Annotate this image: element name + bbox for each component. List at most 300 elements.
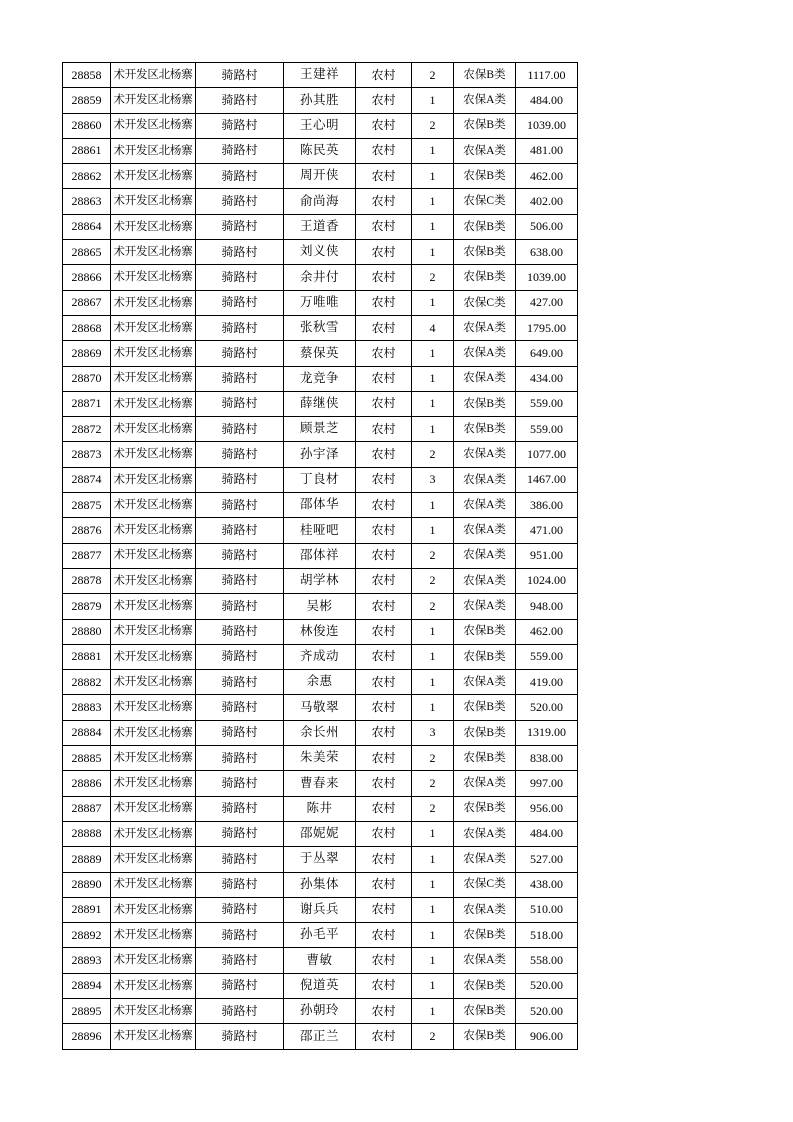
row-member-count: 1 (412, 88, 454, 113)
row-household-type: 农村 (356, 164, 412, 189)
row-category: 农保C类 (454, 872, 516, 897)
row-village: 骑路村 (196, 341, 284, 366)
row-region: 术开发区北杨寨 (111, 214, 196, 239)
row-region: 术开发区北杨寨 (111, 695, 196, 720)
row-household-type: 农村 (356, 796, 412, 821)
row-amount: 1077.00 (516, 442, 578, 467)
table-body (63, 63, 578, 1050)
row-region: 术开发区北杨寨 (111, 417, 196, 442)
row-household-type: 农村 (356, 695, 412, 720)
table-row (63, 796, 578, 821)
row-member-count: 2 (412, 746, 454, 771)
row-name: 孙毛平 (284, 923, 356, 948)
row-village: 骑路村 (196, 265, 284, 290)
table-row (63, 189, 578, 214)
row-name: 龙竞争 (284, 366, 356, 391)
row-amount: 1795.00 (516, 315, 578, 340)
row-name: 张秋雪 (284, 315, 356, 340)
table-row (63, 240, 578, 265)
row-member-count: 1 (412, 417, 454, 442)
row-village: 骑路村 (196, 189, 284, 214)
row-village: 骑路村 (196, 796, 284, 821)
row-id: 28875 (63, 493, 111, 518)
row-name: 邵妮妮 (284, 821, 356, 846)
row-region: 术开发区北杨寨 (111, 619, 196, 644)
table-row (63, 973, 578, 998)
table-row (63, 442, 578, 467)
row-member-count: 1 (412, 214, 454, 239)
row-household-type: 农村 (356, 973, 412, 998)
row-category: 农保A类 (454, 771, 516, 796)
row-household-type: 农村 (356, 240, 412, 265)
row-id: 28868 (63, 315, 111, 340)
row-village: 骑路村 (196, 1024, 284, 1049)
row-region: 术开发区北杨寨 (111, 923, 196, 948)
row-name: 孙集体 (284, 872, 356, 897)
row-name: 余井付 (284, 265, 356, 290)
row-member-count: 1 (412, 948, 454, 973)
row-region: 术开发区北杨寨 (111, 366, 196, 391)
table-row (63, 493, 578, 518)
row-amount: 951.00 (516, 543, 578, 568)
row-member-count: 2 (412, 442, 454, 467)
row-name: 王建祥 (284, 63, 356, 88)
row-name: 于丛翠 (284, 847, 356, 872)
table-row (63, 341, 578, 366)
row-household-type: 农村 (356, 746, 412, 771)
row-region: 术开发区北杨寨 (111, 1024, 196, 1049)
row-amount: 638.00 (516, 240, 578, 265)
row-member-count: 2 (412, 1024, 454, 1049)
table-row (63, 771, 578, 796)
row-id: 28870 (63, 366, 111, 391)
table-row (63, 290, 578, 315)
row-name: 谢兵兵 (284, 897, 356, 922)
row-id: 28872 (63, 417, 111, 442)
row-category: 农保A类 (454, 847, 516, 872)
row-household-type: 农村 (356, 138, 412, 163)
row-member-count: 1 (412, 138, 454, 163)
row-region: 术开发区北杨寨 (111, 138, 196, 163)
row-category: 农保B类 (454, 998, 516, 1023)
row-village: 骑路村 (196, 746, 284, 771)
row-name: 王心明 (284, 113, 356, 138)
row-member-count: 1 (412, 821, 454, 846)
row-household-type: 农村 (356, 670, 412, 695)
row-amount: 956.00 (516, 796, 578, 821)
row-amount: 520.00 (516, 695, 578, 720)
row-member-count: 1 (412, 164, 454, 189)
row-member-count: 3 (412, 720, 454, 745)
row-amount: 838.00 (516, 746, 578, 771)
row-region: 术开发区北杨寨 (111, 113, 196, 138)
row-category: 农保B类 (454, 644, 516, 669)
row-region: 术开发区北杨寨 (111, 543, 196, 568)
row-household-type: 农村 (356, 872, 412, 897)
row-name: 曹敏 (284, 948, 356, 973)
row-name: 刘义侠 (284, 240, 356, 265)
row-household-type: 农村 (356, 290, 412, 315)
table-row (63, 138, 578, 163)
row-village: 骑路村 (196, 467, 284, 492)
row-member-count: 2 (412, 568, 454, 593)
row-amount: 649.00 (516, 341, 578, 366)
row-id: 28873 (63, 442, 111, 467)
row-household-type: 农村 (356, 998, 412, 1023)
row-village: 骑路村 (196, 63, 284, 88)
table-row (63, 391, 578, 416)
table-row (63, 1024, 578, 1049)
row-household-type: 农村 (356, 341, 412, 366)
row-member-count: 1 (412, 897, 454, 922)
row-village: 骑路村 (196, 973, 284, 998)
row-name: 陈井 (284, 796, 356, 821)
row-household-type: 农村 (356, 568, 412, 593)
row-village: 骑路村 (196, 417, 284, 442)
row-amount: 402.00 (516, 189, 578, 214)
row-household-type: 农村 (356, 417, 412, 442)
row-amount: 1319.00 (516, 720, 578, 745)
row-category: 农保B类 (454, 391, 516, 416)
row-id: 28893 (63, 948, 111, 973)
row-region: 术开发区北杨寨 (111, 88, 196, 113)
row-id: 28859 (63, 88, 111, 113)
row-amount: 510.00 (516, 897, 578, 922)
row-household-type: 农村 (356, 923, 412, 948)
row-id: 28882 (63, 670, 111, 695)
row-category: 农保C类 (454, 290, 516, 315)
row-id: 28865 (63, 240, 111, 265)
row-region: 术开发区北杨寨 (111, 341, 196, 366)
row-household-type: 农村 (356, 771, 412, 796)
row-name: 丁良材 (284, 467, 356, 492)
row-name: 曹春来 (284, 771, 356, 796)
row-village: 骑路村 (196, 290, 284, 315)
row-amount: 462.00 (516, 164, 578, 189)
row-region: 术开发区北杨寨 (111, 265, 196, 290)
row-id: 28879 (63, 594, 111, 619)
row-region: 术开发区北杨寨 (111, 467, 196, 492)
row-region: 术开发区北杨寨 (111, 670, 196, 695)
row-amount: 471.00 (516, 518, 578, 543)
row-village: 骑路村 (196, 138, 284, 163)
row-name: 俞尚海 (284, 189, 356, 214)
row-id: 28863 (63, 189, 111, 214)
row-name: 余长州 (284, 720, 356, 745)
row-category: 农保C类 (454, 189, 516, 214)
row-household-type: 农村 (356, 391, 412, 416)
table-row (63, 695, 578, 720)
row-household-type: 农村 (356, 493, 412, 518)
row-region: 术开发区北杨寨 (111, 998, 196, 1023)
row-amount: 520.00 (516, 973, 578, 998)
row-household-type: 农村 (356, 821, 412, 846)
row-member-count: 1 (412, 391, 454, 416)
table-row (63, 720, 578, 745)
row-id: 28860 (63, 113, 111, 138)
table-row (63, 113, 578, 138)
row-region: 术开发区北杨寨 (111, 720, 196, 745)
row-household-type: 农村 (356, 442, 412, 467)
row-category: 农保A类 (454, 518, 516, 543)
row-name: 蔡保英 (284, 341, 356, 366)
row-amount: 559.00 (516, 644, 578, 669)
row-category: 农保B类 (454, 796, 516, 821)
row-village: 骑路村 (196, 847, 284, 872)
row-member-count: 2 (412, 113, 454, 138)
row-household-type: 农村 (356, 366, 412, 391)
row-category: 农保A类 (454, 341, 516, 366)
row-amount: 997.00 (516, 771, 578, 796)
row-member-count: 1 (412, 619, 454, 644)
row-village: 骑路村 (196, 493, 284, 518)
row-region: 术开发区北杨寨 (111, 796, 196, 821)
row-household-type: 农村 (356, 1024, 412, 1049)
row-household-type: 农村 (356, 847, 412, 872)
row-amount: 481.00 (516, 138, 578, 163)
row-village: 骑路村 (196, 644, 284, 669)
row-name: 周开侠 (284, 164, 356, 189)
row-id: 28877 (63, 543, 111, 568)
row-region: 术开发区北杨寨 (111, 847, 196, 872)
row-member-count: 1 (412, 923, 454, 948)
row-household-type: 农村 (356, 88, 412, 113)
row-region: 术开发区北杨寨 (111, 290, 196, 315)
row-household-type: 农村 (356, 897, 412, 922)
row-member-count: 1 (412, 695, 454, 720)
row-category: 农保B类 (454, 923, 516, 948)
row-name: 邵体华 (284, 493, 356, 518)
row-amount: 518.00 (516, 923, 578, 948)
row-member-count: 4 (412, 315, 454, 340)
row-category: 农保A类 (454, 138, 516, 163)
row-category: 农保B类 (454, 695, 516, 720)
row-member-count: 2 (412, 543, 454, 568)
row-village: 骑路村 (196, 619, 284, 644)
row-amount: 484.00 (516, 88, 578, 113)
row-village: 骑路村 (196, 568, 284, 593)
table-row (63, 164, 578, 189)
row-village: 骑路村 (196, 391, 284, 416)
row-category: 农保B类 (454, 113, 516, 138)
table-row (63, 366, 578, 391)
row-category: 农保A类 (454, 493, 516, 518)
row-region: 术开发区北杨寨 (111, 594, 196, 619)
row-name: 邵体祥 (284, 543, 356, 568)
row-category: 农保A类 (454, 315, 516, 340)
row-member-count: 1 (412, 518, 454, 543)
row-amount: 559.00 (516, 417, 578, 442)
row-category: 农保B类 (454, 619, 516, 644)
row-name: 邵正兰 (284, 1024, 356, 1049)
row-region: 术开发区北杨寨 (111, 240, 196, 265)
row-name: 孙宇泽 (284, 442, 356, 467)
table-row (63, 214, 578, 239)
row-id: 28895 (63, 998, 111, 1023)
table-row (63, 417, 578, 442)
row-id: 28862 (63, 164, 111, 189)
row-category: 农保A类 (454, 670, 516, 695)
row-village: 骑路村 (196, 594, 284, 619)
row-amount: 462.00 (516, 619, 578, 644)
row-id: 28890 (63, 872, 111, 897)
row-region: 术开发区北杨寨 (111, 746, 196, 771)
row-category: 农保A类 (454, 594, 516, 619)
row-household-type: 农村 (356, 214, 412, 239)
row-category: 农保A类 (454, 467, 516, 492)
row-amount: 527.00 (516, 847, 578, 872)
row-village: 骑路村 (196, 998, 284, 1023)
row-name: 万唯唯 (284, 290, 356, 315)
table-row (63, 948, 578, 973)
row-member-count: 2 (412, 63, 454, 88)
row-member-count: 1 (412, 872, 454, 897)
row-region: 术开发区北杨寨 (111, 518, 196, 543)
row-region: 术开发区北杨寨 (111, 164, 196, 189)
row-id: 28896 (63, 1024, 111, 1049)
row-member-count: 1 (412, 341, 454, 366)
row-category: 农保B类 (454, 240, 516, 265)
row-household-type: 农村 (356, 644, 412, 669)
row-village: 骑路村 (196, 88, 284, 113)
row-amount: 520.00 (516, 998, 578, 1023)
table-row (63, 644, 578, 669)
row-region: 术开发区北杨寨 (111, 948, 196, 973)
row-amount: 1039.00 (516, 265, 578, 290)
row-category: 农保A类 (454, 948, 516, 973)
row-member-count: 1 (412, 998, 454, 1023)
table-row (63, 821, 578, 846)
row-region: 术开发区北杨寨 (111, 872, 196, 897)
table-row (63, 923, 578, 948)
row-amount: 484.00 (516, 821, 578, 846)
row-name: 孙其胜 (284, 88, 356, 113)
row-id: 28881 (63, 644, 111, 669)
row-id: 28867 (63, 290, 111, 315)
row-id: 28866 (63, 265, 111, 290)
row-village: 骑路村 (196, 543, 284, 568)
row-village: 骑路村 (196, 821, 284, 846)
row-name: 王道香 (284, 214, 356, 239)
row-id: 28864 (63, 214, 111, 239)
table-row (63, 265, 578, 290)
row-amount: 559.00 (516, 391, 578, 416)
row-region: 术开发区北杨寨 (111, 568, 196, 593)
row-village: 骑路村 (196, 113, 284, 138)
table-row (63, 897, 578, 922)
row-household-type: 农村 (356, 467, 412, 492)
row-household-type: 农村 (356, 619, 412, 644)
row-id: 28892 (63, 923, 111, 948)
row-member-count: 2 (412, 265, 454, 290)
row-name: 吴彬 (284, 594, 356, 619)
row-name: 倪道英 (284, 973, 356, 998)
row-id: 28880 (63, 619, 111, 644)
row-region: 术开发区北杨寨 (111, 315, 196, 340)
table-row (63, 518, 578, 543)
row-village: 骑路村 (196, 442, 284, 467)
row-village: 骑路村 (196, 214, 284, 239)
row-household-type: 农村 (356, 720, 412, 745)
table-row (63, 670, 578, 695)
row-household-type: 农村 (356, 113, 412, 138)
row-name: 顾景芝 (284, 417, 356, 442)
table-row (63, 467, 578, 492)
row-member-count: 1 (412, 366, 454, 391)
row-amount: 438.00 (516, 872, 578, 897)
row-amount: 506.00 (516, 214, 578, 239)
row-id: 28871 (63, 391, 111, 416)
row-category: 农保B类 (454, 1024, 516, 1049)
row-id: 28888 (63, 821, 111, 846)
row-region: 术开发区北杨寨 (111, 897, 196, 922)
row-village: 骑路村 (196, 164, 284, 189)
subsidy-table (62, 62, 578, 1050)
row-id: 28884 (63, 720, 111, 745)
row-member-count: 1 (412, 493, 454, 518)
row-id: 28876 (63, 518, 111, 543)
row-village: 骑路村 (196, 695, 284, 720)
row-village: 骑路村 (196, 670, 284, 695)
table-row (63, 88, 578, 113)
table-row (63, 746, 578, 771)
row-id: 28861 (63, 138, 111, 163)
row-name: 胡学林 (284, 568, 356, 593)
row-region: 术开发区北杨寨 (111, 189, 196, 214)
row-category: 农保B类 (454, 720, 516, 745)
row-region: 术开发区北杨寨 (111, 821, 196, 846)
row-amount: 1024.00 (516, 568, 578, 593)
row-category: 农保B类 (454, 265, 516, 290)
row-id: 28894 (63, 973, 111, 998)
row-household-type: 农村 (356, 518, 412, 543)
row-village: 骑路村 (196, 948, 284, 973)
row-name: 马敬翠 (284, 695, 356, 720)
row-id: 28878 (63, 568, 111, 593)
row-region: 术开发区北杨寨 (111, 63, 196, 88)
row-household-type: 农村 (356, 594, 412, 619)
row-village: 骑路村 (196, 518, 284, 543)
row-household-type: 农村 (356, 63, 412, 88)
row-id: 28883 (63, 695, 111, 720)
table-row (63, 998, 578, 1023)
row-name: 朱美荣 (284, 746, 356, 771)
row-name: 林俊连 (284, 619, 356, 644)
table-row (63, 568, 578, 593)
row-village: 骑路村 (196, 366, 284, 391)
row-member-count: 1 (412, 644, 454, 669)
row-amount: 1467.00 (516, 467, 578, 492)
row-category: 农保A类 (454, 442, 516, 467)
row-region: 术开发区北杨寨 (111, 442, 196, 467)
row-household-type: 农村 (356, 315, 412, 340)
row-name: 齐成动 (284, 644, 356, 669)
row-amount: 948.00 (516, 594, 578, 619)
table-row (63, 543, 578, 568)
row-member-count: 1 (412, 973, 454, 998)
row-category: 农保A类 (454, 568, 516, 593)
row-region: 术开发区北杨寨 (111, 771, 196, 796)
row-amount: 419.00 (516, 670, 578, 695)
row-village: 骑路村 (196, 897, 284, 922)
row-member-count: 3 (412, 467, 454, 492)
row-id: 28869 (63, 341, 111, 366)
row-village: 骑路村 (196, 771, 284, 796)
row-amount: 427.00 (516, 290, 578, 315)
row-household-type: 农村 (356, 948, 412, 973)
row-category: 农保B类 (454, 417, 516, 442)
row-region: 术开发区北杨寨 (111, 493, 196, 518)
